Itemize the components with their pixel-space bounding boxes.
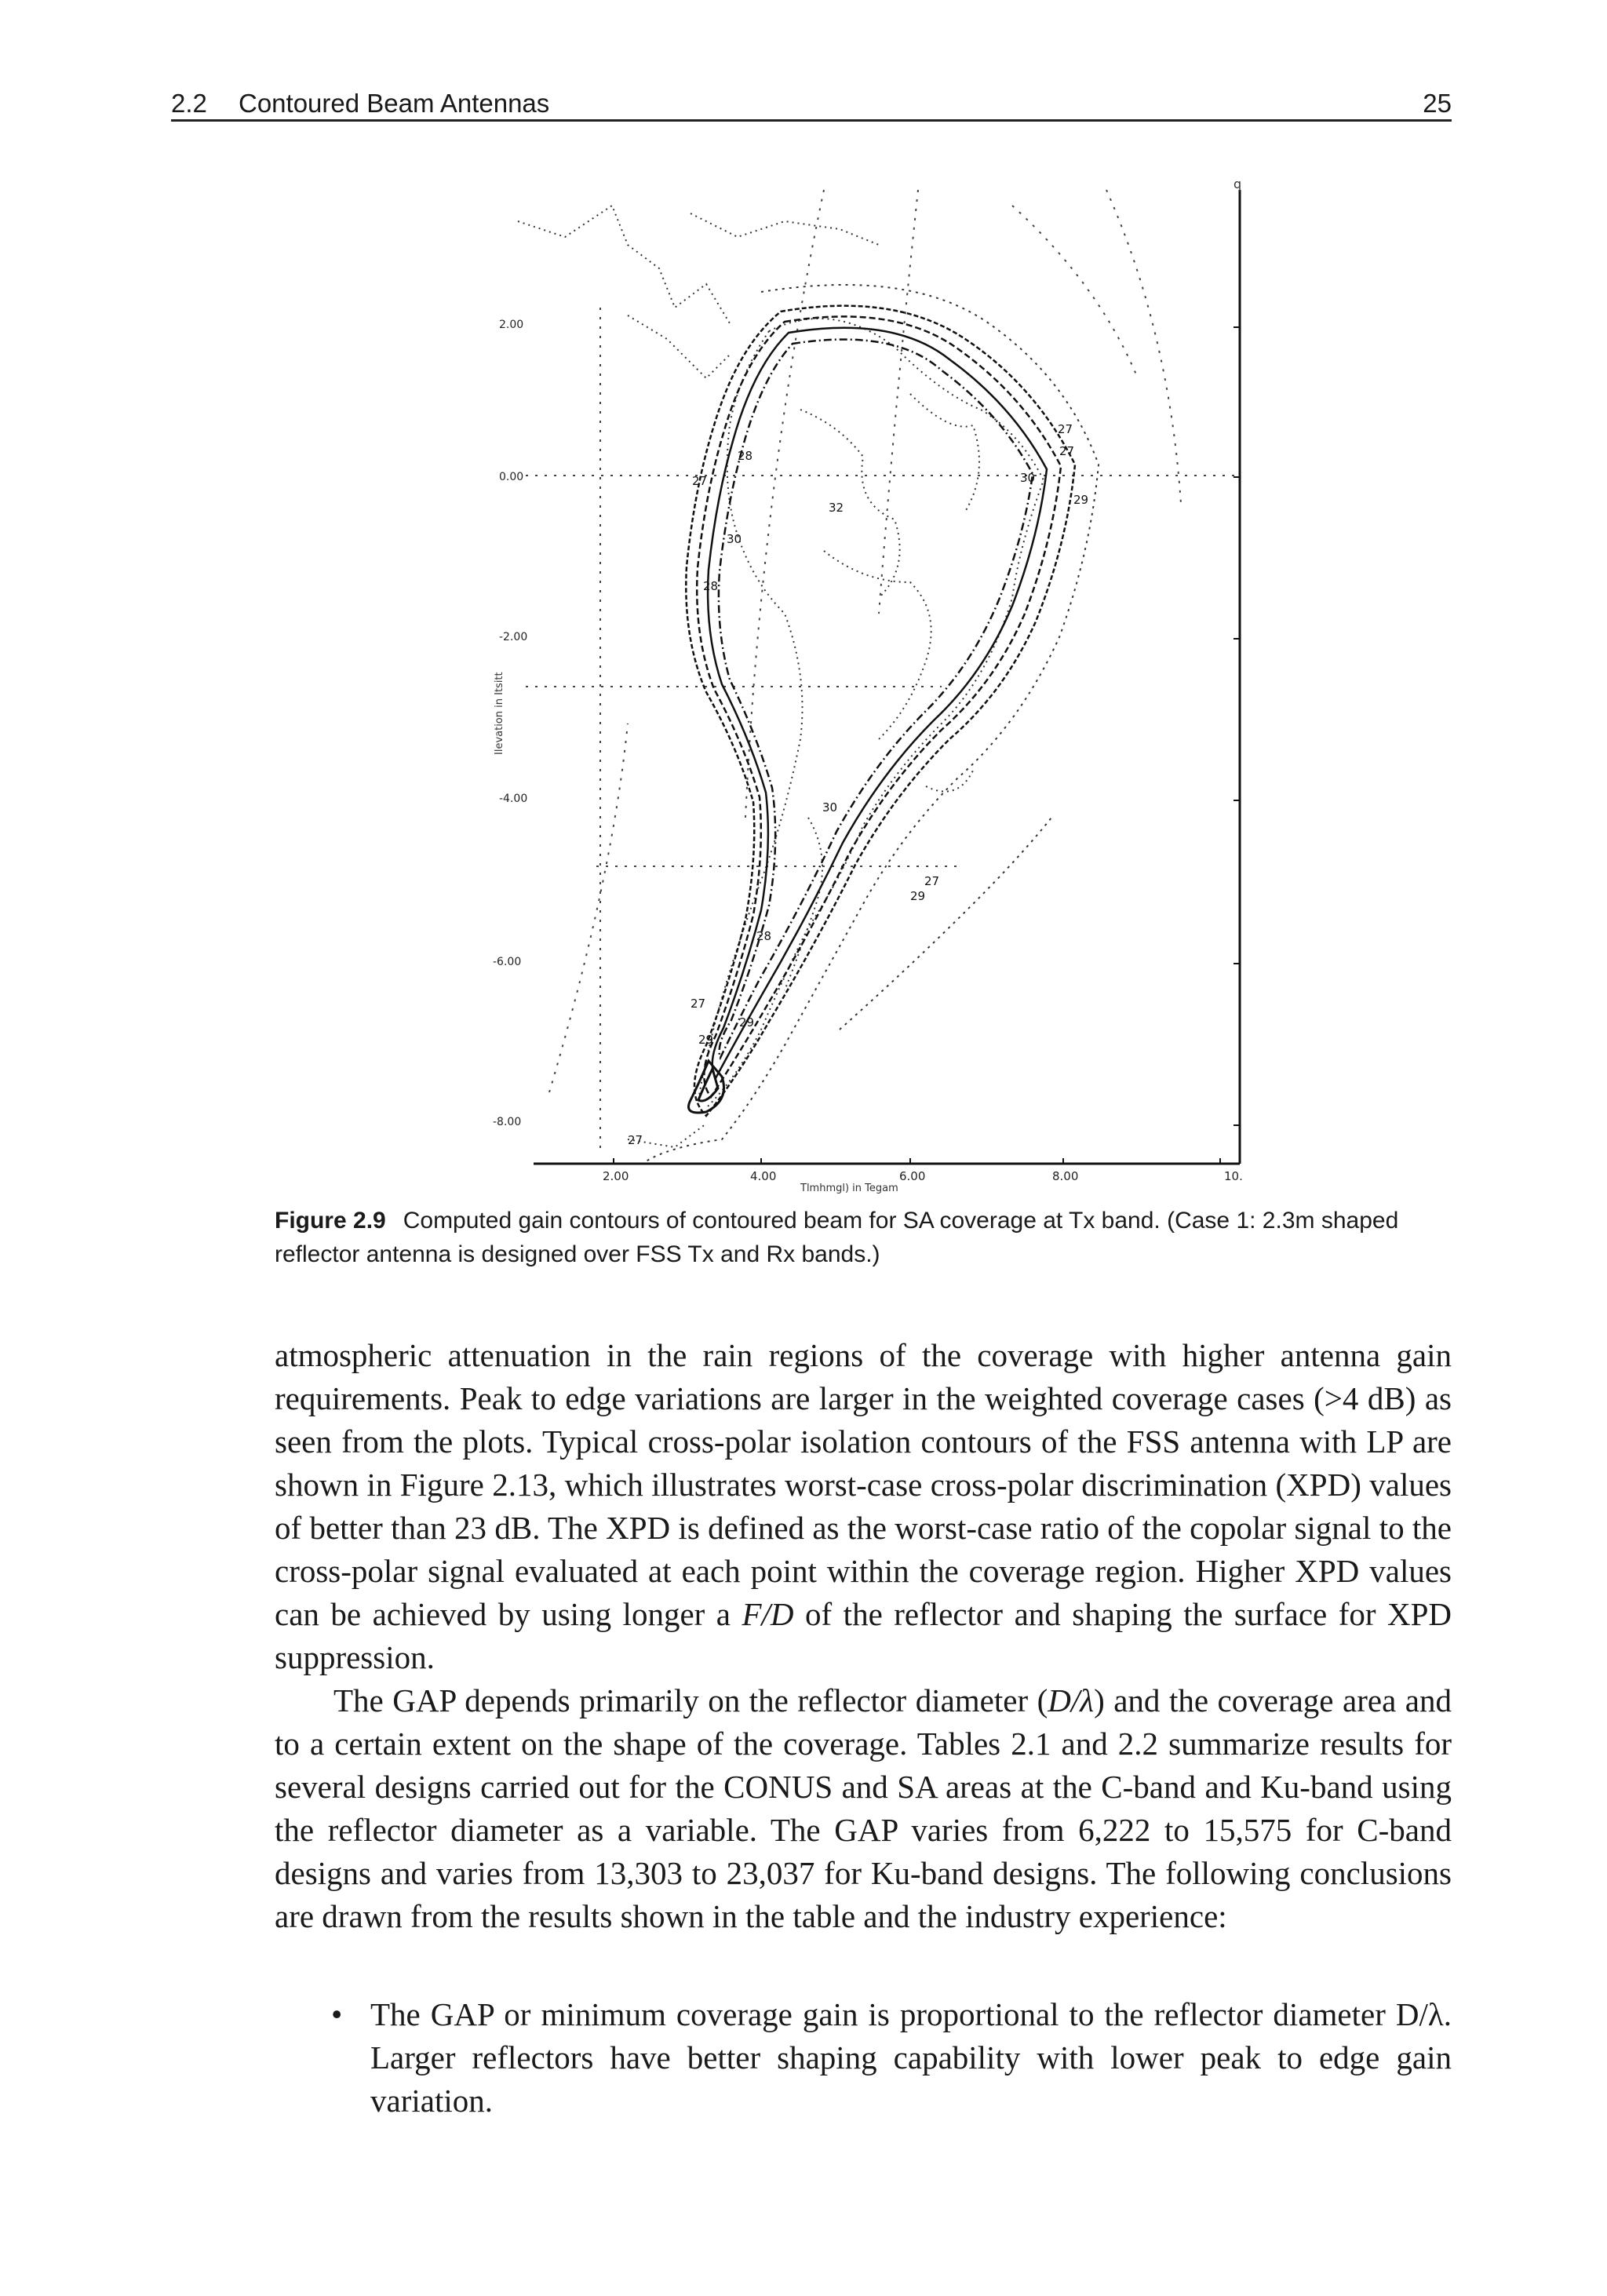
- contour-label: 29: [698, 1033, 714, 1047]
- contour-label: 27: [692, 474, 708, 488]
- x-tick-label: 8.00: [1052, 1169, 1079, 1183]
- contour-label: 30: [1020, 471, 1036, 485]
- coastlines: [518, 206, 1044, 1147]
- corner-mark: q: [1233, 177, 1242, 191]
- y-tick-label: 0.00: [499, 471, 524, 483]
- bullet-item: [275, 1993, 1452, 2123]
- y-tick-label: -2.00: [499, 631, 528, 643]
- paragraph-italic: F/D: [742, 1596, 794, 1632]
- x-tick-label: 6.00: [899, 1169, 926, 1183]
- paragraph-text: The GAP depends primarily on the reflector diameter (: [333, 1682, 1048, 1718]
- contour-label: 28: [738, 449, 753, 463]
- graticule: [526, 190, 1240, 1155]
- bullet-text: The GAP or minimum coverage gain is proportional to the reflector diameter D/λ. Larger reflectors have better shaping capability with lower peak to edge gain variation.: [370, 1996, 1452, 2119]
- contour-plot: [471, 174, 1255, 1194]
- y-tick-label: -4.00: [499, 793, 528, 805]
- contour-label: 28: [756, 929, 772, 943]
- y-tick-label: -8.00: [493, 1116, 522, 1128]
- body-text: [275, 1334, 1452, 1938]
- running-head: [171, 88, 1452, 122]
- paragraph: [275, 1679, 1452, 1938]
- section-title: Contoured Beam Antennas: [239, 89, 550, 118]
- paragraph-italic: D/λ: [1048, 1682, 1095, 1718]
- x-tick-label: 2.00: [603, 1169, 629, 1183]
- contour-label: 32: [829, 501, 844, 515]
- section-number: 2.2: [171, 89, 207, 118]
- contour-label: 29: [910, 889, 926, 903]
- figure: [471, 174, 1255, 1194]
- bullet-dot: •: [331, 1996, 343, 2032]
- contour-label: 29: [1073, 493, 1089, 507]
- contour-label: 28: [703, 579, 719, 593]
- contour-label: 27: [1058, 422, 1073, 436]
- contour-label: 30: [727, 532, 742, 546]
- x-tick-label: 10.: [1224, 1169, 1243, 1183]
- contour-label: 27: [924, 874, 940, 888]
- contour-label: 29: [739, 1015, 755, 1030]
- contour-labels: [628, 422, 1088, 1147]
- figure-caption-text: Computed gain contours of contoured beam for SA coverage at Tx band. (Case 1: 2.3m shaped reflector antenna is designed over FSS Tx and Rx bands.): [275, 1208, 1399, 1267]
- y-tick-label: -6.00: [493, 956, 522, 968]
- paragraph: [275, 1334, 1452, 1679]
- paragraph-text: of the reflector and shaping the surface for XPD suppression.: [275, 1596, 1452, 1675]
- y-tick-label: 2.00: [499, 319, 524, 331]
- contour-label: 27: [691, 997, 706, 1011]
- x-tick-label: 4.00: [750, 1169, 777, 1183]
- page-number: 25: [1423, 89, 1452, 118]
- x-tick-labels: [603, 1169, 1243, 1183]
- y-axis-label: Ilevation in Itsitt: [494, 672, 505, 755]
- gain-contours: [686, 306, 1075, 1116]
- contour-label: 30: [822, 800, 838, 815]
- paragraph-text: atmospheric attenuation in the rain regions of the coverage with higher antenna gain requirements. Peak to edge variations are larger in the weighted coverage cases (>4 dB) as seen from the plots. Typical cross-polar isolation contours of the FSS antenna with LP are shown in Figure 2.13, which illustrates worst-case cross-polar discrimination (XPD) values of better than 23 dB. The XPD is defined as the worst-case ratio of the copolar signal to the cross-polar signal evaluated at each point within the coverage region. Higher XPD values can be achieved by using longer a: [275, 1337, 1452, 1632]
- contour-label: 27: [1059, 444, 1075, 458]
- contour-label: 27: [628, 1133, 643, 1147]
- paragraph-text: ) and the coverage area and to a certain extent on the shape of the coverage. Tables 2.1 and 2.2 summarize results for several designs carried out for the CONUS and SA areas at the C-band and Ku-band using the reflector diameter as a variable. The GAP varies from 6,222 to 15,575 for C-band designs and varies from 13,303 to 23,037 for Ku-band designs. The following conclusions are drawn from the results shown in the table and the industry experience:: [275, 1682, 1452, 1934]
- bullet-list: [275, 1993, 1452, 2123]
- x-axis-label: Tlmhmgl) in Tegam: [800, 1183, 898, 1194]
- figure-label: Figure 2.9: [275, 1208, 386, 1234]
- figure-caption: [275, 1204, 1452, 1271]
